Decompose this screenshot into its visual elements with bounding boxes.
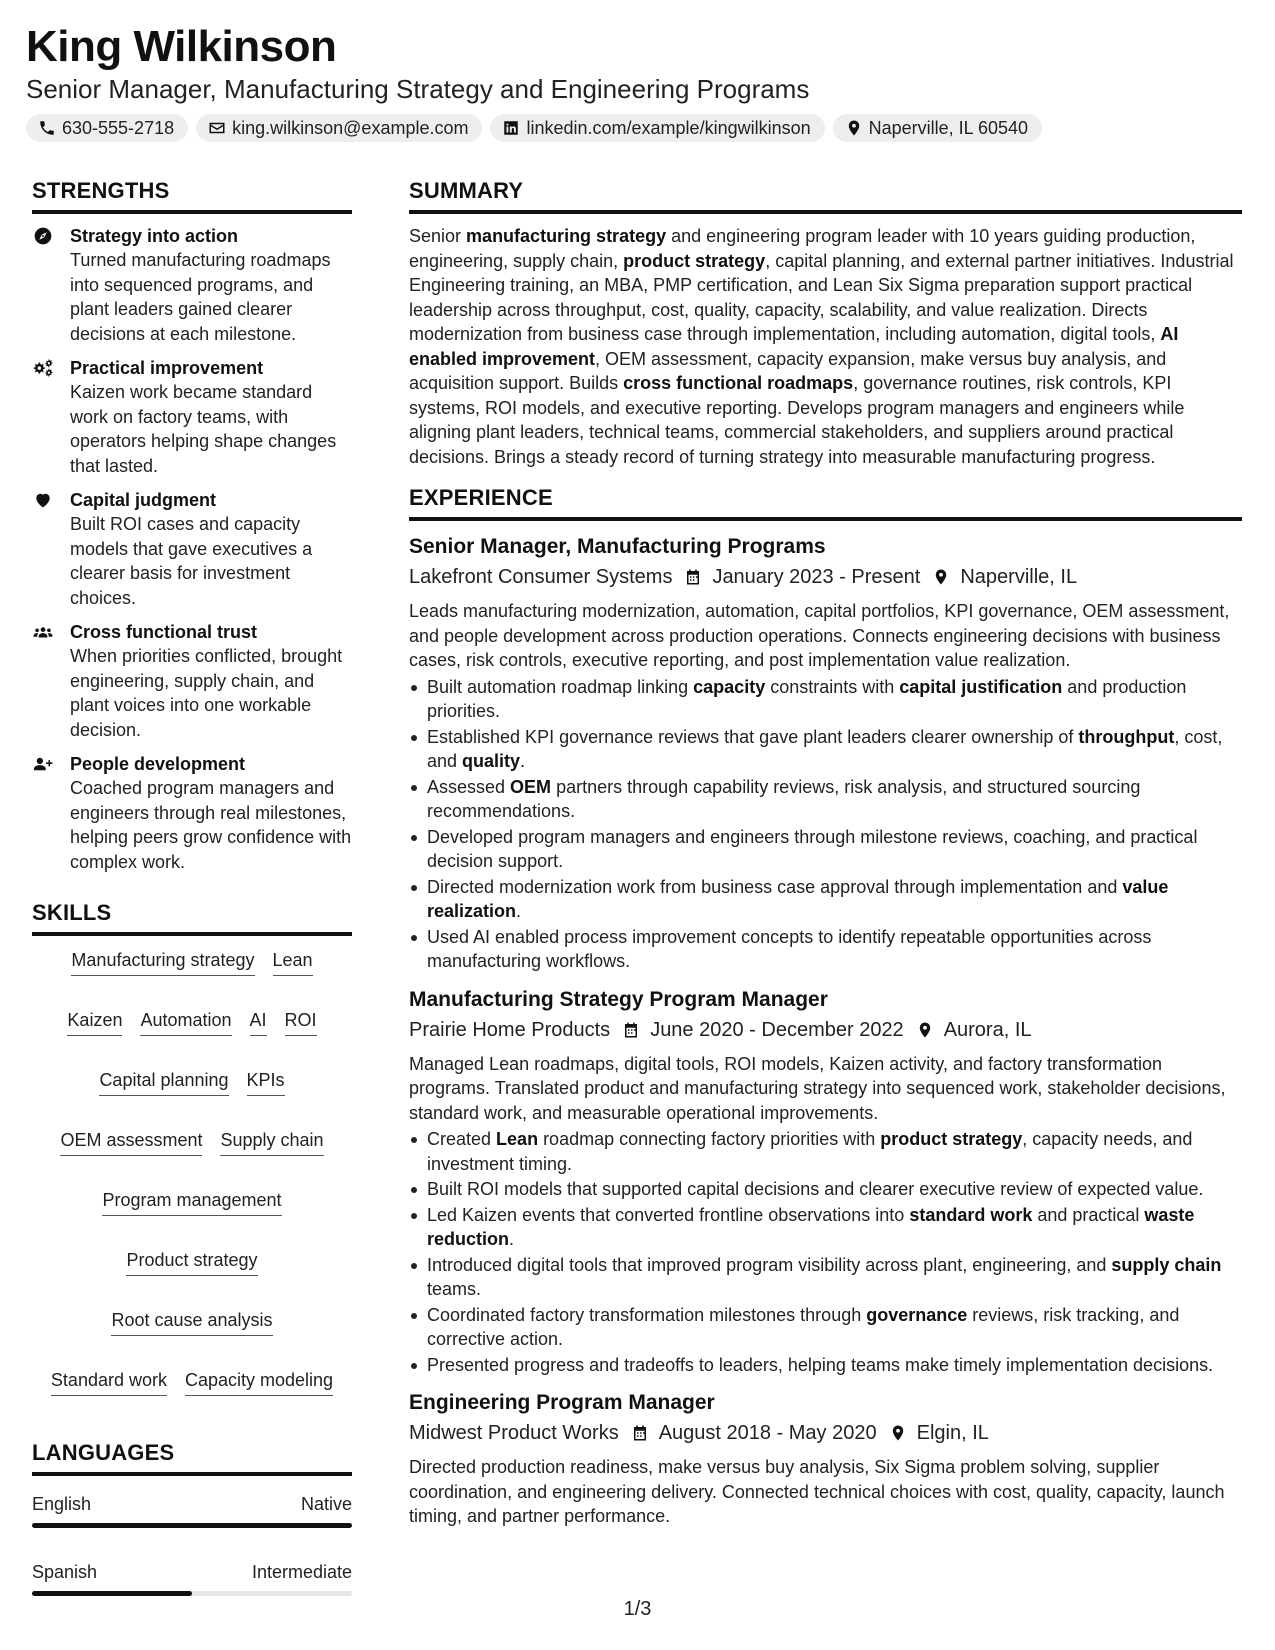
job-summary: Directed production readiness, make versus buy analysis, Six Sigma problem solving, supplier coordination, and engineering delivery. Connected technical choices with cost, quality, capacity, launch timing, and partner performance. (409, 1457, 1225, 1526)
skill-tag: KPIs (247, 1068, 285, 1096)
job-summary: Leads manufacturing modernization, automation, capital portfolios, KPI governance, OEM assessment, and people development across production operations. Connects engineering decisions with business cases, risk controls, executive reporting, and post implementation value realization. (409, 601, 1230, 670)
calendar-icon (684, 567, 702, 587)
strength-item (32, 620, 352, 742)
candidate-title: Senior Manager, Manufacturing Strategy and Engineering Programs (26, 74, 810, 104)
strengths-list (32, 224, 352, 874)
languages-heading: LANGUAGES (32, 1440, 352, 1476)
skill-tag: Program management (102, 1188, 281, 1216)
candidate-name: King Wilkinson (26, 22, 337, 71)
strength-title: Cross functional trust (70, 622, 258, 642)
strength-item (32, 356, 352, 478)
page-number: 1/3 (623, 1598, 652, 1620)
map-pin-icon (889, 1423, 907, 1443)
gears-icon (32, 358, 54, 378)
job-bullet: Coordinated factory transformation milestones through governance reviews, risk tracking, and corrective action. (409, 1303, 1242, 1352)
calendar-icon (631, 1423, 649, 1443)
compass-icon (32, 226, 54, 246)
job-company: Midwest Product Works (409, 1422, 619, 1444)
job-bullet: Established KPI governance reviews that gave plant leaders clearer ownership of throughput, cost, and quality. (409, 725, 1242, 774)
contact-location[interactable] (833, 114, 1042, 142)
user-plus-icon (32, 754, 54, 774)
job-bullet: Presented progress and tradeoffs to leaders, helping teams make timely implementation decisions. (409, 1353, 1242, 1378)
users-icon (32, 622, 54, 642)
skill-tag: AI (250, 1008, 267, 1036)
right-column (409, 178, 1242, 1529)
job-entry (409, 533, 1242, 974)
language-level: Intermediate (251, 1562, 352, 1582)
job-meta (409, 563, 1242, 591)
job-bullets (409, 1127, 1242, 1377)
skill-tag: Capital planning (99, 1068, 228, 1096)
job-dates: August 2018 - May 2020 (658, 1422, 877, 1444)
phone-icon (38, 119, 56, 137)
calendar-icon (622, 1020, 640, 1040)
contact-email-text: king.wilkinson@example.com (232, 117, 469, 138)
job-bullet: Introduced digital tools that improved program visibility across plant, engineering, and supply chain teams. (409, 1253, 1242, 1302)
job-location: Naperville, IL (960, 566, 1078, 588)
job-bullets (409, 675, 1242, 974)
linkedin-icon (502, 119, 520, 137)
skill-tag: Automation (140, 1008, 231, 1036)
contact-bar (26, 114, 1042, 142)
strengths-heading: STRENGTHS (32, 178, 352, 214)
skill-tag: Manufacturing strategy (71, 948, 254, 976)
contact-linkedin-text: linkedin.com/example/kingwilkinson (526, 117, 811, 138)
contact-phone[interactable] (26, 114, 188, 142)
language-level-bar (32, 1523, 352, 1528)
job-bullet: Used AI enabled process improvement concepts to identify repeatable opportunities across manufacturing workflows. (409, 925, 1242, 974)
language-name: English (32, 1494, 92, 1514)
strength-item (32, 488, 352, 610)
skill-tag: ROI (285, 1008, 317, 1036)
strength-desc: Built ROI cases and capacity models that gave executives a clearer basis for investment choices. (70, 514, 313, 608)
skill-tag: Root cause analysis (111, 1308, 272, 1336)
strength-item (32, 752, 352, 874)
job-bullet: Developed program managers and engineers through milestone reviews, coaching, and practical decision support. (409, 825, 1242, 874)
strength-desc: When priorities conflicted, brought engineering, supply chain, and plant voices into one workable decision. (70, 646, 343, 740)
skill-tag: Standard work (51, 1368, 167, 1396)
job-dates: June 2020 - December 2022 (650, 1018, 904, 1041)
job-bullet: Built ROI models that supported capital decisions and clearer executive review of expected value. (409, 1177, 1242, 1202)
strength-title: People development (70, 754, 246, 774)
strength-desc: Coached program managers and engineers through real milestones, helping peers grow confidence with complex work. (70, 778, 352, 872)
strength-desc: Turned manufacturing roadmaps into sequenced programs, and plant leaders gained clearer decisions at each milestone. (70, 250, 331, 344)
contact-email[interactable] (196, 114, 482, 142)
experience-heading: EXPERIENCE (409, 485, 1242, 521)
contact-linkedin[interactable] (490, 114, 824, 142)
language-level-fill (32, 1523, 352, 1528)
job-bullet: Assessed OEM partners through capability reviews, risk analysis, and structured sourcing recommendations. (409, 775, 1242, 824)
job-title: Manufacturing Strategy Program Manager (409, 987, 828, 1011)
skills-list (32, 948, 352, 1396)
strength-item (32, 224, 352, 346)
map-pin-icon (932, 567, 950, 587)
job-title: Engineering Program Manager (409, 1391, 715, 1414)
job-bullet: Led Kaizen events that converted frontline observations into standard work and practical waste reduction. (409, 1203, 1242, 1252)
heart-icon (32, 490, 54, 510)
strength-title: Strategy into action (70, 226, 239, 246)
job-bullet: Created Lean roadmap connecting factory priorities with product strategy, capacity needs, and investment timing. (409, 1127, 1242, 1176)
job-bullet: Built automation roadmap linking capacity constraints with capital justification and production priorities. (409, 675, 1242, 724)
skill-tag: Supply chain (220, 1128, 323, 1156)
strength-title: Capital judgment (70, 490, 217, 510)
job-dates: January 2023 - Present (712, 566, 921, 588)
strength-title: Practical improvement (70, 358, 264, 378)
skill-tag: OEM assessment (60, 1128, 202, 1156)
job-company: Lakefront Consumer Systems (409, 566, 673, 588)
job-entry (409, 1389, 1242, 1529)
language-level: Native (300, 1494, 352, 1514)
job-entry (409, 986, 1242, 1378)
contact-phone-text: 630-555-2718 (62, 117, 175, 138)
language-item (32, 1494, 352, 1528)
map-pin-icon (916, 1020, 934, 1040)
job-bullet: Directed modernization work from business case approval through implementation and value realization. (409, 875, 1242, 924)
job-meta (409, 1016, 1242, 1044)
job-title: Senior Manager, Manufacturing Programs (409, 535, 826, 558)
language-level-fill (32, 1591, 192, 1596)
envelope-icon (208, 119, 226, 137)
skills-heading: SKILLS (32, 900, 352, 936)
skill-tag: Capacity modeling (185, 1368, 333, 1396)
job-company: Prairie Home Products (409, 1018, 611, 1041)
skill-tag: Kaizen (67, 1008, 122, 1036)
map-pin-icon (845, 119, 863, 137)
language-name: Spanish (32, 1562, 98, 1582)
left-column (32, 178, 352, 1596)
summary-heading: SUMMARY (409, 178, 1242, 214)
job-location: Elgin, IL (916, 1422, 989, 1444)
contact-location-text: Naperville, IL 60540 (868, 117, 1029, 138)
job-location: Aurora, IL (943, 1018, 1032, 1041)
summary-text: Senior manufacturing strategy and engineering program leader with 10 years guiding production, engineering, supply chain, product strategy, capital planning, and external partner initiatives. Industrial Engineering training, an MBA, PMP certification, and Lean Six Sigma preparation support practical leadership across throughput, cost, quality, capacity, scalability, and value realization. Directs modernization from business case through implementation, including automation, digital tools, AI enabled improvement, OEM assessment, capacity expansion, make versus buy analysis, and acquisition support. Builds cross functional roadmaps, governance routines, risk controls, KPI systems, ROI models, and executive reporting. Develops program managers and engineers while aligning plant leaders, technical teams, commercial stakeholders, and suppliers around practical decisions. Brings a steady record of turning strategy into measurable manufacturing progress. (409, 226, 1234, 467)
language-item (32, 1562, 352, 1596)
language-level-bar (32, 1591, 352, 1596)
skill-tag: Lean (273, 948, 313, 976)
skill-tag: Product strategy (126, 1248, 257, 1276)
experience-list (409, 533, 1242, 1529)
job-summary: Managed Lean roadmaps, digital tools, ROI models, Kaizen activity, and factory transformation programs. Translated product and manufacturing strategy into sequenced work, stakeholder decisions, standard work, and measurable operational improvements. (409, 1053, 1226, 1123)
job-meta (409, 1419, 1242, 1447)
strength-desc: Kaizen work became standard work on factory teams, with operators helping shape changes that lasted. (70, 382, 337, 476)
